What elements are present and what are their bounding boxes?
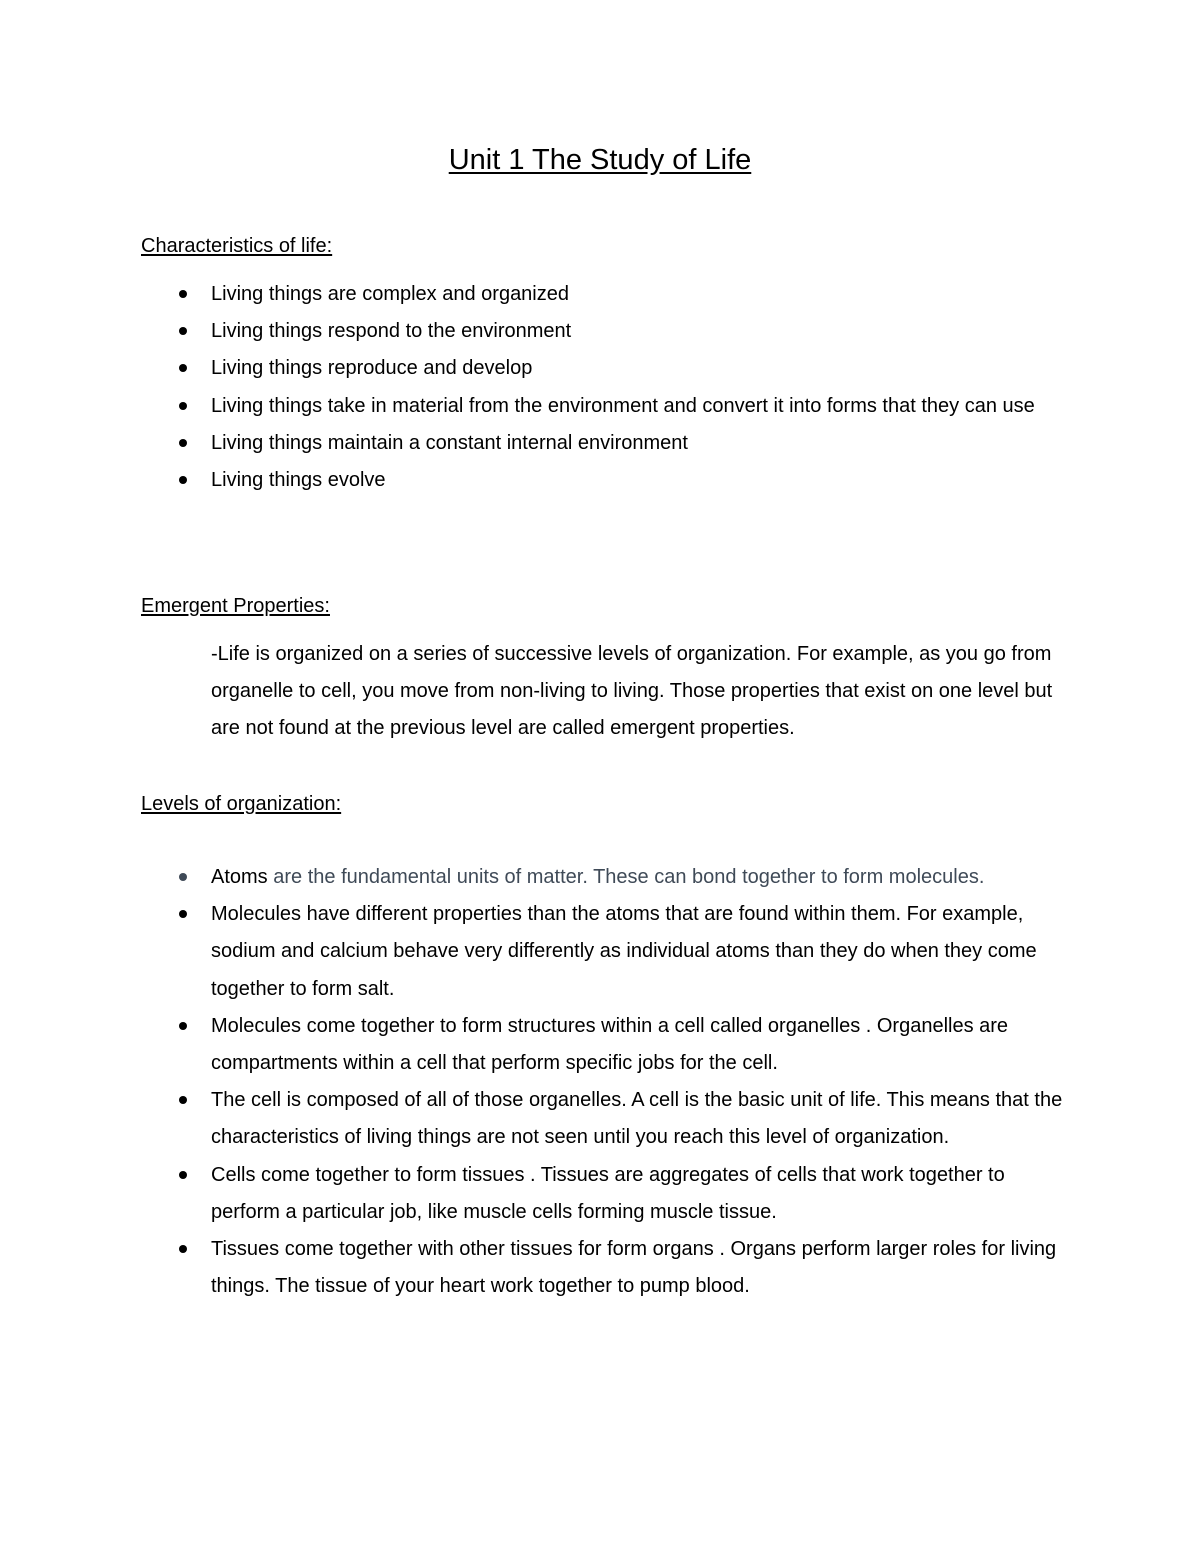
list-item bbox=[0, 859, 1071, 896]
bullet-icon bbox=[179, 402, 187, 410]
list-item-text: Cells come together to form tissues . Tissues are aggregates of cells that work together to perform a particular job, like muscle cells forming muscle tissue. bbox=[211, 1163, 1005, 1223]
bullet-icon bbox=[179, 439, 187, 447]
list-item-text: Molecules come together to form structures within a cell called organelles . Organelles are compartments within a cell that perform specific jobs for the cell. bbox=[211, 1014, 1009, 1075]
list-item-text: The cell is composed of all of those organelles. A cell is the basic unit of life. This means that the characteristics of living things are not seen until you reach this level of organization. bbox=[211, 1089, 1063, 1149]
list-item bbox=[0, 276, 1071, 313]
levels-list bbox=[0, 859, 1200, 1305]
list-item-text: Tissues come together with other tissues for form organs . Organs perform larger roles for living things. The tissue of your heart work together to pump blood. bbox=[211, 1238, 1057, 1298]
emergent-paragraph: -Life is organized on a series of successive levels of organization. For example, as you go from organelle to cell, you move from non-living to living. Those properties that exist on one level but are not found at the previous level are called emergent properties. bbox=[211, 643, 1053, 739]
list-item bbox=[0, 313, 1071, 350]
characteristics-list bbox=[0, 276, 1200, 499]
levels-heading: Levels of organization: bbox=[141, 793, 342, 815]
bullet-icon bbox=[179, 1245, 187, 1253]
list-item-text: Living things reproduce and develop bbox=[211, 357, 533, 380]
bullet-icon bbox=[179, 1022, 187, 1030]
list-item-text: Living things maintain a constant internal environment bbox=[211, 431, 688, 454]
list-item bbox=[0, 462, 1071, 499]
list-item-text: Living things take in material from the environment and convert it into forms that they can use bbox=[211, 394, 1035, 417]
bullet-icon bbox=[179, 1171, 187, 1179]
list-item bbox=[0, 388, 1071, 425]
list-item bbox=[0, 1008, 1071, 1082]
list-item bbox=[0, 896, 1071, 1008]
bullet-icon bbox=[179, 476, 187, 484]
page-title: Unit 1 The Study of Life bbox=[448, 144, 752, 176]
list-item bbox=[0, 1082, 1071, 1156]
list-item-text: Living things respond to the environment bbox=[211, 320, 572, 343]
bullet-icon bbox=[179, 873, 187, 881]
bullet-icon bbox=[179, 327, 187, 335]
list-item-text: Molecules have different properties than the atoms that are found within them. For example, sodium and calcium behave very differently as individual atoms than they do when they come together to form salt. bbox=[211, 903, 1037, 1000]
list-item bbox=[0, 350, 1071, 387]
emergent-heading: Emergent Properties: bbox=[141, 595, 330, 617]
list-item-text: Living things are complex and organized bbox=[211, 283, 569, 305]
list-item-text: Living things evolve bbox=[211, 469, 386, 492]
list-item-text: are the fundamental units of matter. These can bond together to form molecules. bbox=[267, 866, 985, 888]
bullet-icon bbox=[179, 1096, 187, 1104]
bullet-icon bbox=[179, 290, 187, 298]
list-item bbox=[0, 425, 1071, 462]
list-item bbox=[0, 1231, 1071, 1305]
list-item bbox=[0, 1157, 1071, 1231]
bullet-icon bbox=[179, 910, 187, 918]
list-item-lead: Atoms bbox=[211, 866, 268, 888]
characteristics-heading: Characteristics of life: bbox=[141, 235, 333, 257]
bullet-icon bbox=[179, 364, 187, 372]
